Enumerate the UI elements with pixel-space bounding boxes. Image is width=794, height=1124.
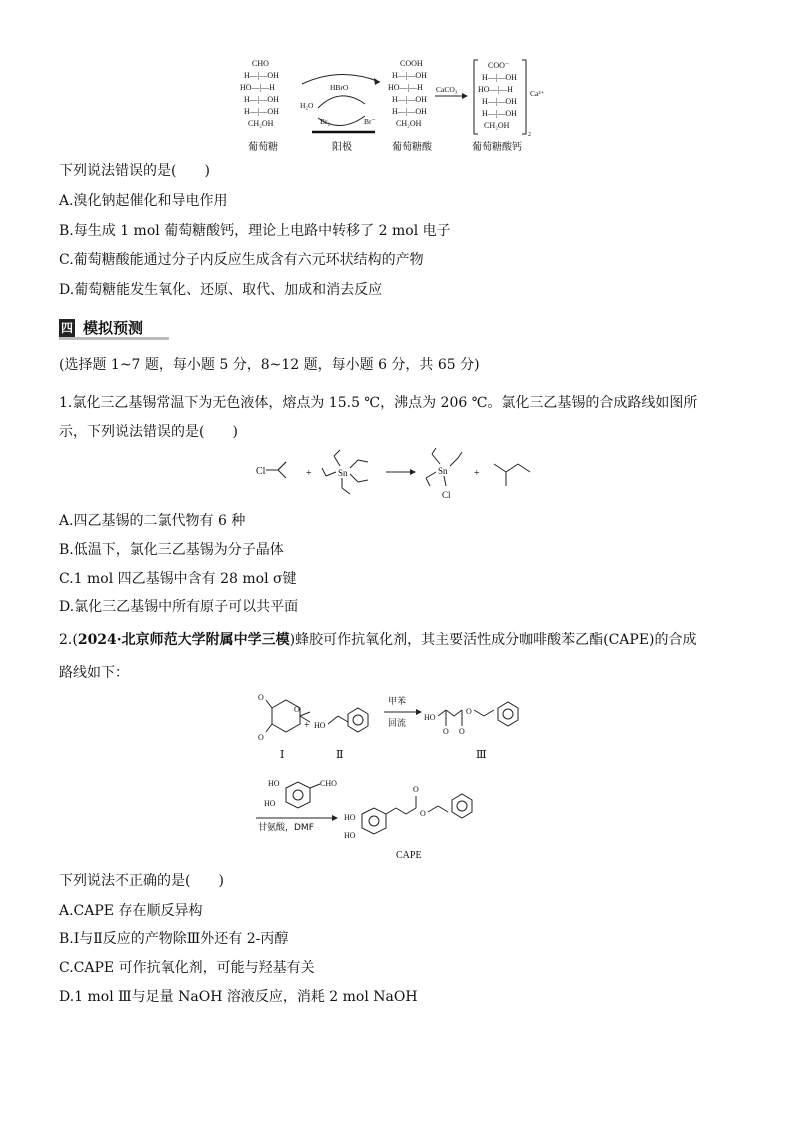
svg-text:HO: HO bbox=[264, 799, 276, 808]
svg-text:O: O bbox=[466, 707, 472, 716]
svg-text:Cl: Cl bbox=[442, 490, 451, 500]
label-compound-1: Ⅰ bbox=[280, 749, 285, 761]
svg-text:Sn: Sn bbox=[438, 466, 448, 476]
section-badge: 四 bbox=[60, 321, 73, 335]
svg-text:CHO: CHO bbox=[320, 779, 337, 788]
svg-text:H—|—OH: H—|—OH bbox=[482, 109, 517, 118]
q0-stem: 下列说法错误的是( ) bbox=[59, 163, 210, 179]
svg-text:HO: HO bbox=[344, 831, 356, 840]
svg-text:H—|—OH: H—|—OH bbox=[482, 97, 517, 106]
svg-text:H—|—OH: H—|—OH bbox=[244, 71, 279, 80]
q2-stem2: 下列说法不正确的是( ) bbox=[59, 873, 224, 889]
q2-stem-line1: 2.(2024·北京师范大学附属中学三模)蜂胶可作抗氧化剂，其主要活性成分咖啡酸苯乙酯(CAPE)的合成 bbox=[59, 632, 697, 648]
q2-option-c: C.CAPE 可作抗氧化剂，可能与羟基有关 bbox=[59, 960, 315, 976]
q2-source: 2024·北京师范大学附属中学三模 bbox=[77, 632, 290, 648]
svg-text:Br₂: Br₂ bbox=[320, 117, 331, 126]
label-compound-3: Ⅲ bbox=[476, 749, 487, 761]
instructions: (选择题 1~7 题，每小题 5 分，8~12 题，每小题 6 分，共 65 分) bbox=[59, 357, 480, 373]
q2-option-d: D.1 mol Ⅲ与足量 NaOH 溶液反应，消耗 2 mol NaOH bbox=[59, 989, 418, 1005]
q1-stem-line2: 示，下列说法错误的是( ) bbox=[59, 424, 238, 440]
svg-text:H—|—OH: H—|—OH bbox=[482, 73, 517, 82]
svg-text:O: O bbox=[294, 705, 300, 714]
q1-option-d: D.氯化三乙基锡中所有原子可以共平面 bbox=[59, 599, 299, 615]
label-gluconic-acid: 葡萄糖酸 bbox=[392, 142, 432, 153]
svg-text:O: O bbox=[258, 733, 264, 742]
svg-text:CH₂OH: CH₂OH bbox=[396, 119, 422, 128]
svg-text:H—|—OH: H—|—OH bbox=[392, 71, 427, 80]
svg-text:O: O bbox=[443, 727, 449, 736]
q1-option-a: A.四乙基锡的二氯代物有 6 种 bbox=[59, 513, 246, 529]
svg-text:O: O bbox=[420, 809, 426, 818]
cape-synthesis-step2 bbox=[250, 778, 500, 868]
q2-option-b: B.Ⅰ与Ⅱ反应的产物除Ⅲ外还有 2-丙醇 bbox=[59, 931, 289, 947]
svg-text:甘氨酸，DMF: 甘氨酸，DMF bbox=[258, 823, 314, 833]
svg-text:+: + bbox=[474, 468, 480, 479]
svg-text:COOH: COOH bbox=[400, 59, 423, 68]
svg-text:Cl: Cl bbox=[256, 466, 266, 477]
label-cape: CAPE bbox=[396, 850, 422, 861]
glucose-structure bbox=[240, 59, 279, 128]
glucose-oxidation-scheme bbox=[240, 56, 560, 156]
svg-text:2: 2 bbox=[528, 132, 531, 138]
svg-text:+: + bbox=[304, 720, 310, 731]
svg-text:HBrO: HBrO bbox=[330, 83, 349, 92]
svg-text:O: O bbox=[413, 785, 419, 794]
svg-text:H—|—OH: H—|—OH bbox=[244, 107, 279, 116]
svg-text:HO: HO bbox=[268, 779, 280, 788]
svg-text:+: + bbox=[306, 468, 312, 479]
label-anode: 阳极 bbox=[332, 142, 352, 153]
svg-text:CHO: CHO bbox=[252, 59, 269, 68]
svg-text:HO—|—H: HO—|—H bbox=[240, 83, 275, 92]
svg-text:O: O bbox=[459, 727, 465, 736]
q1-option-c: C.1 mol 四乙基锡中含有 28 mol σ键 bbox=[59, 571, 297, 587]
svg-text:CaCO₃: CaCO₃ bbox=[436, 85, 458, 94]
svg-text:HO—|—H: HO—|—H bbox=[478, 85, 513, 94]
svg-text:COO⁻: COO⁻ bbox=[488, 61, 510, 70]
calcium-gluconate-structure bbox=[478, 61, 545, 138]
q0-option-d: D.葡萄糖能发生氧化、还原、取代、加成和消去反应 bbox=[59, 282, 383, 298]
gluconic-acid-structure bbox=[388, 59, 427, 128]
svg-text:回流: 回流 bbox=[388, 719, 407, 729]
svg-text:Br⁻: Br⁻ bbox=[364, 117, 376, 126]
svg-text:H—|—OH: H—|—OH bbox=[244, 95, 279, 104]
cycle-arrow bbox=[318, 96, 365, 108]
cape-synthesis-step1 bbox=[252, 684, 552, 764]
svg-text:O: O bbox=[258, 693, 264, 702]
section-rule bbox=[59, 337, 169, 340]
section-header bbox=[59, 318, 189, 340]
svg-text:HO: HO bbox=[344, 813, 356, 822]
q1-stem-line1: 1.氯化三乙基锡常温下为无色液体，熔点为 15.5 ℃，沸点为 206 ℃。氯化三乙基锡的合成路线如图所 bbox=[59, 395, 698, 411]
section-title: 模拟预测 bbox=[83, 319, 144, 337]
triethyltin-scheme bbox=[250, 448, 550, 504]
q0-option-c: C.葡萄糖酸能通过分子内反应生成含有六元环状结构的产物 bbox=[59, 252, 424, 268]
q1-option-b: B.低温下，氯化三乙基锡为分子晶体 bbox=[59, 542, 284, 558]
label-glucose: 葡萄糖 bbox=[248, 142, 278, 153]
svg-text:HO—|—H: HO—|—H bbox=[388, 83, 423, 92]
svg-text:CH₂OH: CH₂OH bbox=[484, 121, 510, 130]
svg-text:HO: HO bbox=[424, 713, 436, 722]
label-compound-2: Ⅱ bbox=[336, 749, 344, 761]
q0-option-b: B.每生成 1 mol 葡萄糖酸钙，理论上电路中转移了 2 mol 电子 bbox=[59, 223, 451, 239]
svg-text:甲苯: 甲苯 bbox=[388, 697, 407, 707]
svg-text:Sn: Sn bbox=[338, 468, 348, 478]
svg-text:CH₂OH: CH₂OH bbox=[248, 119, 274, 128]
q0-option-a: A.溴化钠起催化和导电作用 bbox=[59, 193, 228, 209]
svg-text:HO: HO bbox=[314, 721, 326, 730]
label-calcium-gluconate: 葡萄糖酸钙 bbox=[472, 142, 522, 153]
q2-stem-line2: 路线如下： bbox=[59, 665, 129, 681]
svg-text:H—|—OH: H—|—OH bbox=[392, 95, 427, 104]
q2-option-a: A.CAPE 存在顺反异构 bbox=[59, 903, 203, 919]
svg-text:H₂O: H₂O bbox=[300, 101, 314, 110]
svg-text:H—|—OH: H—|—OH bbox=[392, 107, 427, 116]
svg-text:Ca²⁺: Ca²⁺ bbox=[530, 89, 545, 98]
